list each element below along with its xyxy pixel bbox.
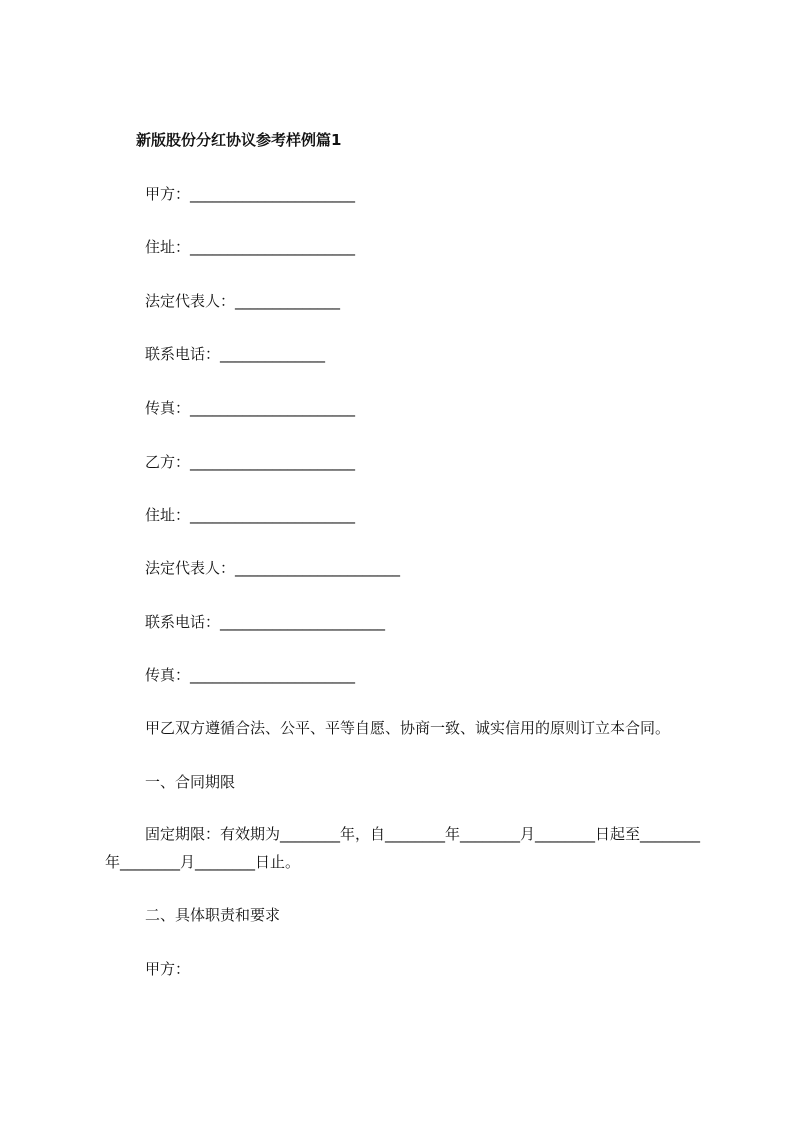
party-a-legal-rep-field: 法定代表人：______________ [145, 292, 341, 310]
party-a-field: 甲方：______________________ [145, 185, 356, 203]
party-b-phone-field: 联系电话：______________________ [145, 613, 386, 631]
section-two-heading: 二、具体职责和要求 [145, 906, 281, 924]
term-paragraph: 固定期限：有效期为________年，自________年________月________日起至________年________月________日止。 [105, 825, 701, 871]
party-b-address-field: 住址：______________________ [145, 506, 356, 524]
party-b-fax-field: 传真：______________________ [145, 666, 356, 684]
party-a-address-field: 住址：______________________ [145, 238, 356, 256]
party-b-legal-rep-field: 法定代表人：______________________ [145, 559, 401, 577]
section-one-heading: 一、合同期限 [145, 773, 236, 791]
party-a-fax-field: 传真：______________________ [145, 399, 356, 417]
party-a-phone-field: 联系电话：______________ [145, 345, 326, 363]
party-b-field: 乙方：______________________ [145, 453, 356, 471]
party-a-duties-label: 甲方： [145, 960, 191, 978]
principle-statement: 甲乙双方遵循合法、公平、平等自愿、协商一致、诚实信用的原则订立本合同。 [145, 719, 671, 737]
document-title: 新版股份分红协议参考样例篇1 [136, 131, 342, 149]
